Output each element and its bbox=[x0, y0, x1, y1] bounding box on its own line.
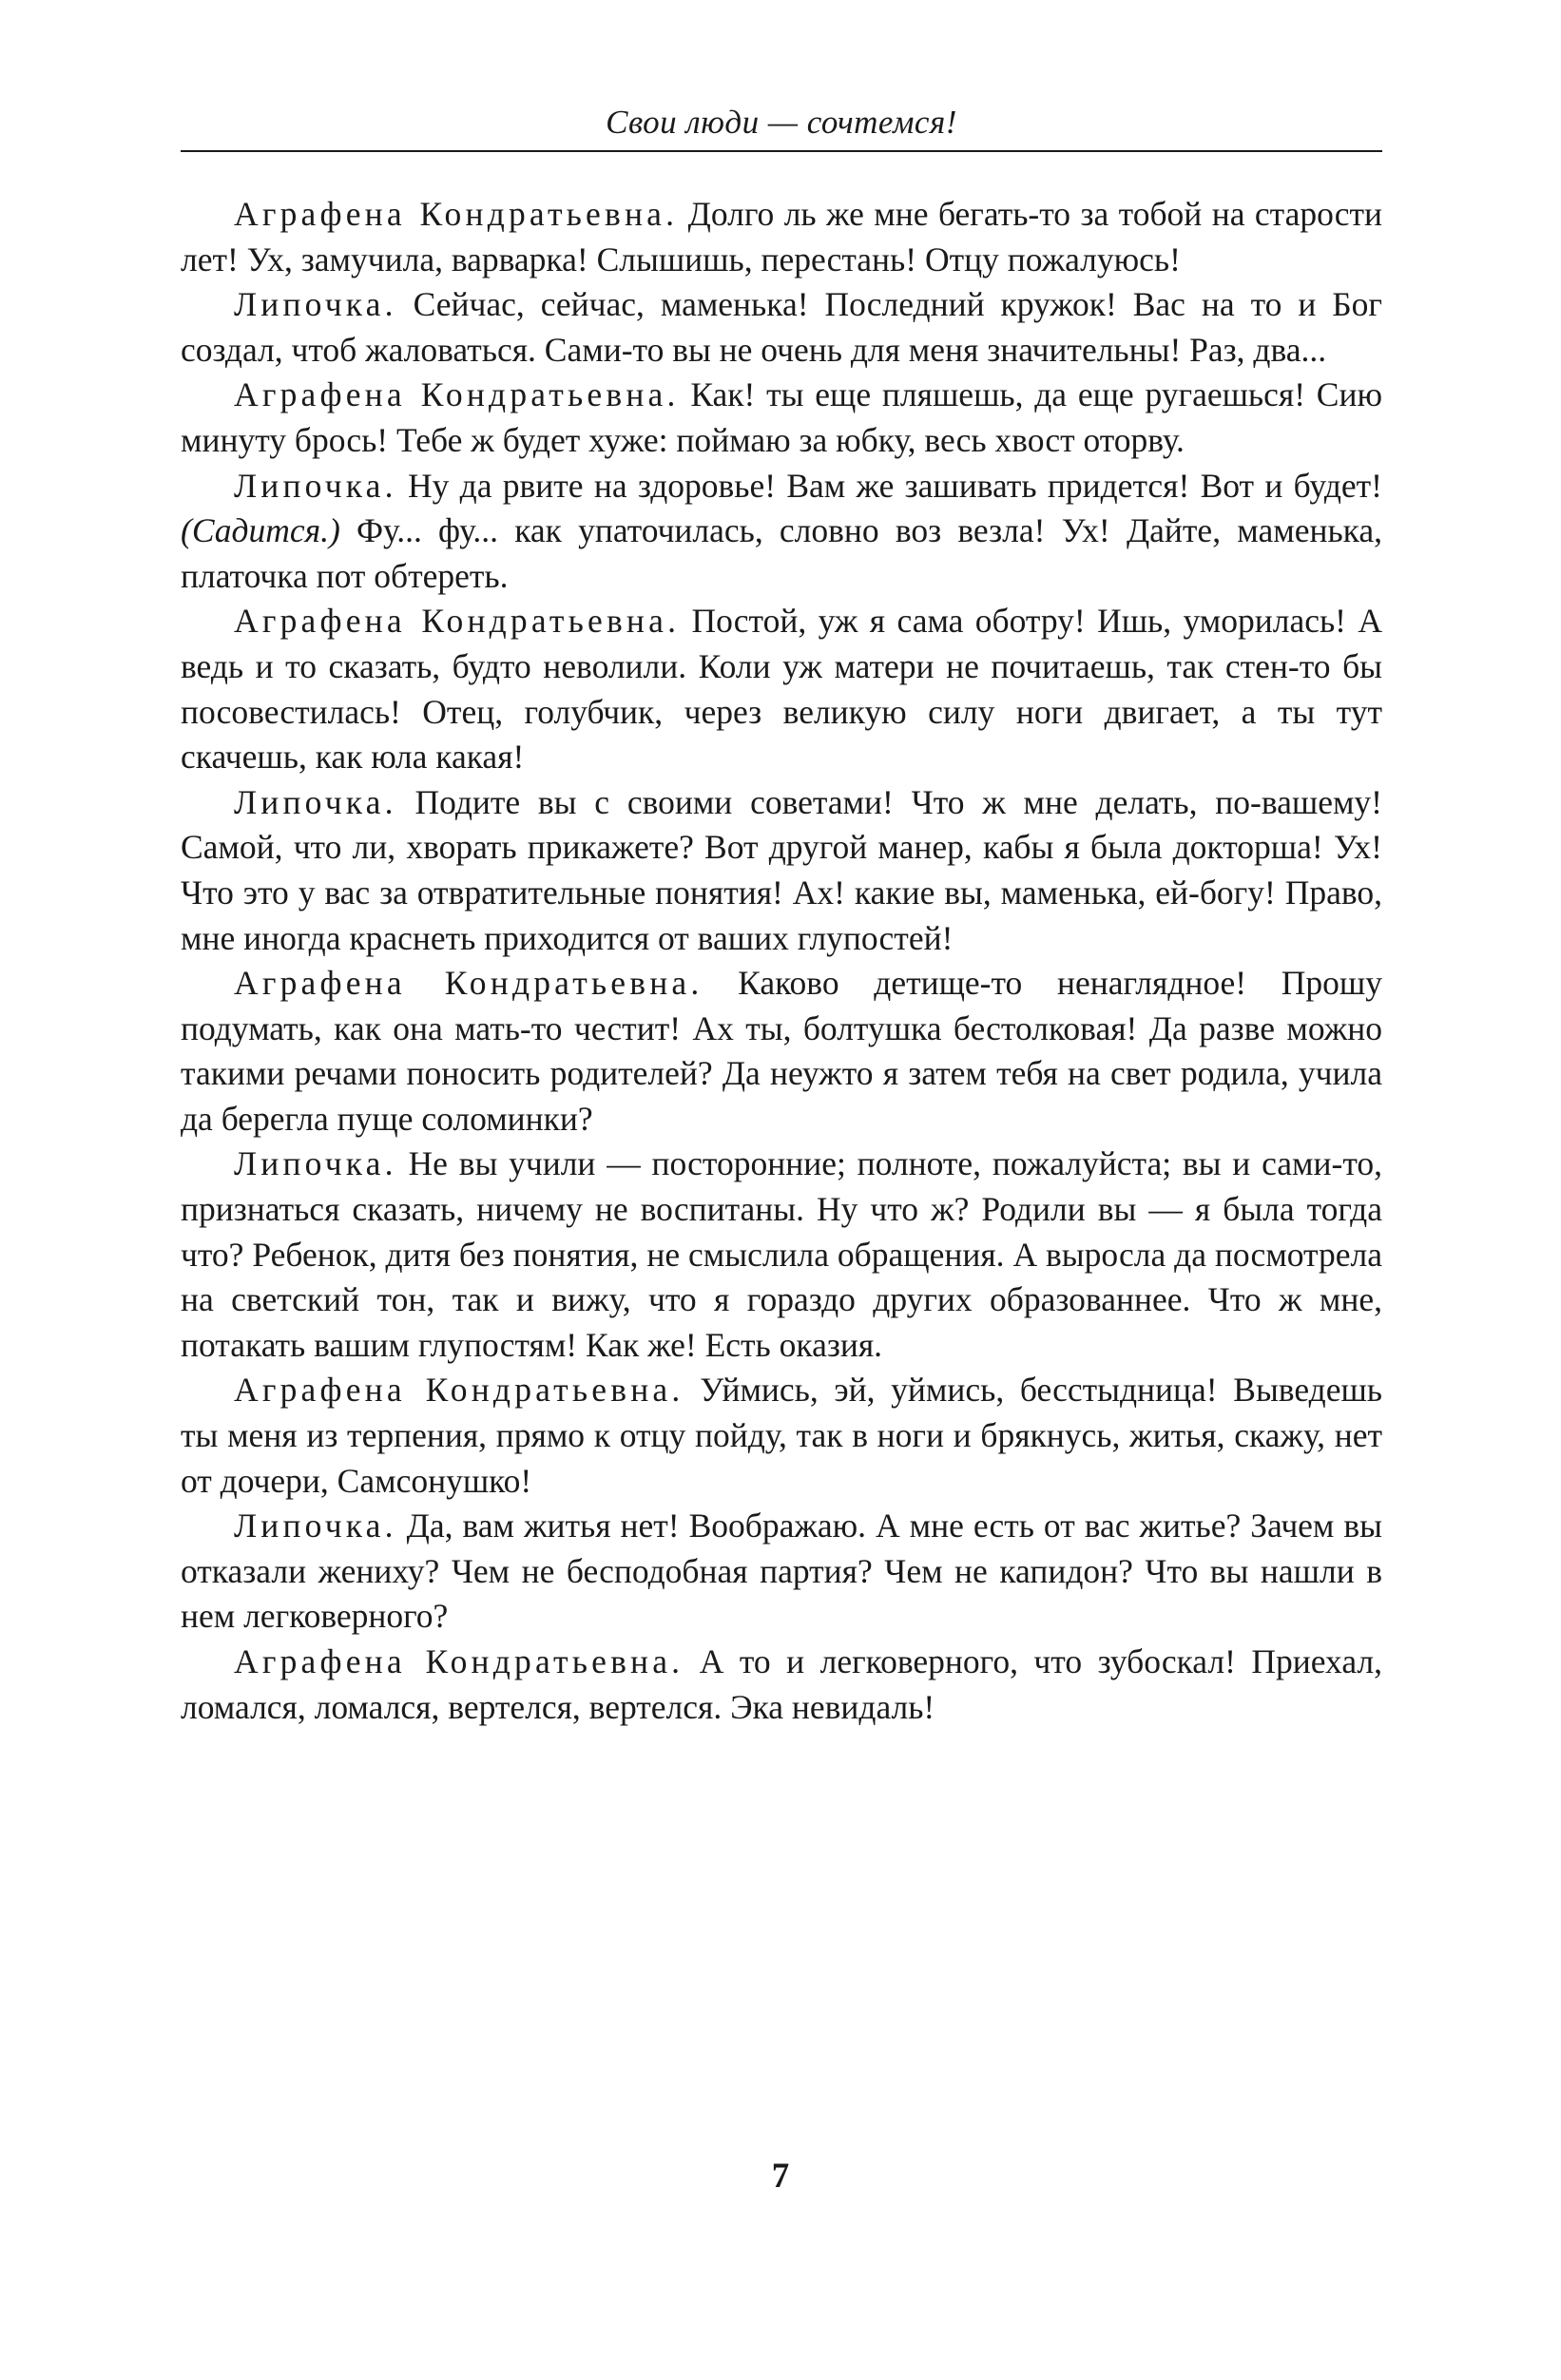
speaker-name: Липочка. bbox=[234, 466, 397, 505]
dialogue-text: Каково детище-то ненаглядное! Прошу подумать, как она мать-то честит! Ах ты, болтушка бестолковая! Да разве можно такими речами поносить родителей? Да неужто я затем тебя на свет родила, учила да берегла пуще соломинки? bbox=[181, 964, 1383, 1138]
speaker-name: Аграфена Кондратьевна. bbox=[234, 1371, 684, 1410]
speaker-name: Липочка. bbox=[234, 782, 397, 821]
speaker-name: Липочка. bbox=[234, 1144, 397, 1183]
dialogue-text: Ну да рвите на здоровье! Вам же зашивать придется! Вот и будет! bbox=[396, 466, 1382, 505]
dialogue-paragraph bbox=[181, 1142, 1382, 1368]
dialogue-text: Сейчас, сейчас, маменька! Последний кружок! Вас на то и Бог создал, чтоб жаловаться. Сами-то вы не очень для меня значительны! Раз, два... bbox=[181, 285, 1382, 369]
dialogue-text: Долго ль же мне бегать-то за тобой на старости лет! Ух, замучила, варварка! Слышишь, перестань! Отцу пожалуюсь! bbox=[181, 195, 1383, 278]
dialogue-paragraph bbox=[181, 282, 1382, 373]
dialogue-paragraph bbox=[181, 961, 1382, 1142]
running-title: Свои люди — сочтемся! bbox=[181, 103, 1382, 152]
page-number: 7 bbox=[771, 2157, 790, 2196]
dialogue-text: Не вы учили — посторонние; полноте, пожалуйста; вы и сами-то, признаться сказать, ничему не воспитаны. Ну что ж? Родили вы — я была тогда что? Ребенок, дитя без понятия, не смыслила обращения. А выросла да посмотрела на светский тон, так и вижу, что я гораздо других образованнее. Что ж мне, потакать вашим глупостям! Как же! Есть оказия. bbox=[181, 1144, 1382, 1364]
speaker-name: Аграфена Кондратьевна. bbox=[234, 375, 680, 414]
speaker-name: Липочка. bbox=[234, 1507, 397, 1545]
dialogue-text: А то и легковерного, что зубоскал! Приехал, ломался, ломался, вертелся, вертелся. Эка невидаль! bbox=[181, 1642, 1382, 1726]
dialogue-paragraph bbox=[181, 1504, 1382, 1640]
speaker-name: Аграфена Кондратьевна. bbox=[234, 602, 681, 641]
book-page bbox=[181, 103, 1382, 1730]
page-body bbox=[181, 192, 1382, 1730]
speaker-name: Липочка. bbox=[234, 285, 397, 324]
dialogue-paragraph bbox=[181, 599, 1382, 779]
dialogue-paragraph bbox=[181, 780, 1382, 961]
dialogue-text: Уймись, эй, уймись, бесстыдница! Выведешь ты меня из терпения, прямо к отцу пойду, так в ноги и брякнусь, житья, скажу, нет от дочери, Самсонушко! bbox=[181, 1371, 1382, 1500]
dialogue-text: Постой, уж я сама оботру! Ишь, уморилась! А ведь и то сказать, будто неволили. Коли уж матери не почитаешь, так стен-то бы посовестилась! Отец, голубчик, через великую силу ноги двигает, а ты тут скачешь, как юла какая! bbox=[181, 602, 1382, 777]
speaker-name: Аграфена Кондратьевна. bbox=[234, 1642, 684, 1680]
speaker-name: Аграфена Кондратьевна. bbox=[234, 964, 703, 1003]
dialogue-paragraph bbox=[181, 192, 1382, 282]
speaker-name: Аграфена Кондратьевна. bbox=[234, 195, 679, 233]
dialogue-paragraph bbox=[181, 1640, 1382, 1730]
dialogue-paragraph bbox=[181, 464, 1382, 600]
dialogue-paragraph bbox=[181, 373, 1382, 463]
dialogue-text: Подите вы с своими советами! Что ж мне делать, по-вашему! Самой, что ли, хворать прикажете? Вот другой манер, кабы я была докторша! Ух! Что это у вас за отвратительные понятия! Ах! какие вы, маменька, ей-богу! Право, мне иногда краснеть приходится от ваших глупостей! bbox=[181, 782, 1382, 957]
dialogue-paragraph bbox=[181, 1368, 1382, 1504]
dialogue-text-continued: Фу... фу... как упаточилась, словно воз везла! Ух! Дайте, маменька, платочка пот обтереть. bbox=[181, 511, 1382, 595]
dialogue-text: Да, вам житья нет! Воображаю. А мне есть от вас житье? Зачем вы отказали жениху? Чем не бесподобная партия? Чем не капидон? Что вы нашли в нем легковерного? bbox=[181, 1507, 1382, 1636]
dialogue-text: Как! ты еще пляшешь, да еще ругаешься! Сию минуту брось! Тебе ж будет хуже: поймаю за юбку, весь хвост оторву. bbox=[181, 375, 1382, 459]
stage-direction: (Садится.) bbox=[181, 511, 340, 550]
